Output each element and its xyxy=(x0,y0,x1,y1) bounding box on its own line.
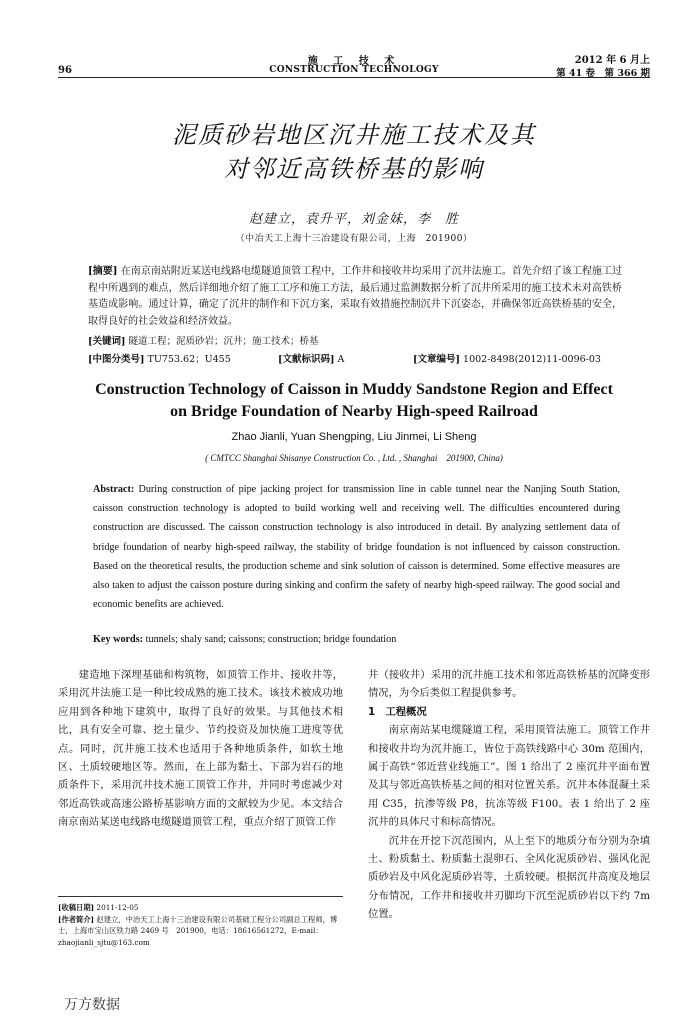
received-label: [收稿日期] xyxy=(58,903,95,912)
doc-code xyxy=(278,351,344,365)
keywords-en-label: Key words: xyxy=(93,634,144,645)
authors-en: Zhao Jianli, Yuan Shengping, Liu Jinmei, Li Sheng xyxy=(231,431,477,443)
watermark: 万方数据 xyxy=(64,997,120,1013)
paper-title-cn xyxy=(58,118,650,186)
title-en-line-2: on Bridge Foundation of Nearby High-speed Railroad xyxy=(170,403,538,420)
title-en-line-1: Construction Technology of Caisson in Muddy Sandstone Region and Effect xyxy=(95,381,613,398)
title-cn-line-1: 泥质砂岩地区沉井施工技术及其 xyxy=(172,121,536,149)
journal-name-en: CONSTRUCTION TECHNOLOGY xyxy=(269,65,439,75)
article-number xyxy=(413,351,601,365)
received-value: 2011-12-05 xyxy=(96,903,139,912)
body-right-column xyxy=(368,666,650,924)
author-bio-label: [作者简介] xyxy=(58,914,95,924)
keywords-cn-text: 隧道工程；泥质砂岩；沉井；施工技术；桥基 xyxy=(128,336,319,347)
author-bio xyxy=(58,914,343,949)
author-bio-value: 赵建立，中冶天工上海十三冶建设有限公司基础工程分公司副总工程师，博士，上海市宝山区铁力路 2469 号 201900，电话：18616561272，E-mail：zhaojianli_sjtu@163.com xyxy=(58,914,338,947)
abstract-en-text: During construction of pipe jacking project for transmission line in cable tunnel near the Nanjing South Station, caisson construction technology is adopted to build working well and receiving well. The difficulties encountered during construction are discussed. The caisson construction technology is also introduced in detail. By analyzing settlement data of bridge foundation of nearby high-speed railway, the stability of bridge foundation is not influenced by caisson construction. Based on the theoretical results, the production scheme and sink solution of caisson is determined. Some effective measures are also taken to adjust the caisson posture during sinking and confirm the safety of nearby high-speed railway. The good social and economic benefits are achieved. xyxy=(93,484,620,611)
clc-value: TU753.62；U455 xyxy=(147,354,231,365)
keywords-en-text: tunnels; shaly sand; caissons; construction; bridge foundation xyxy=(145,634,397,645)
volume-issue: 第 41 卷 第 366 期 xyxy=(556,68,650,79)
clc-number xyxy=(88,351,231,365)
article-number-value: 1002-8498(2012)11-0096-03 xyxy=(463,354,601,365)
body-left-column xyxy=(58,666,343,832)
affiliation-cn: （中冶天工上海十三冶建设有限公司，上海 201900） xyxy=(235,234,473,244)
authors-cn: 赵建立，袁升平，刘金妹，李 胜 xyxy=(248,212,459,227)
doc-code-value: A xyxy=(337,354,345,365)
body-paragraph: 沉井在开挖下沉范围内，从上至下的地质分布分别为杂填土、粉质黏土、粉质黏土混卵石、全风化泥质砂岩、强风化泥质砂岩及中风化泥质砂岩等，土质较硬。根据沉井高度及地层分布情况，工作井和接收井刃脚均下沉至泥质砂岩以下约 7m 位置。 xyxy=(368,834,650,921)
body-continuation: 井（接收井）采用的沉井施工技术和邻近高铁桥基的沉降变形情况，为今后类似工程提供参考。 xyxy=(368,669,650,700)
section-heading: 1 工程概况 xyxy=(368,705,427,718)
abstract-cn-label: [摘要] xyxy=(88,266,118,277)
title-cn-line-2: 对邻近高铁桥基的影响 xyxy=(224,155,484,183)
affiliation-en: ( CMTCC Shanghai Shisanye Construction Co. , Ltd. , Shanghai 201900, China) xyxy=(205,453,503,463)
doc-code-label: [文献标识码] xyxy=(278,354,335,365)
keywords-cn xyxy=(88,333,319,347)
running-header xyxy=(58,48,650,78)
paper-title-en xyxy=(58,379,650,423)
abstract-cn xyxy=(88,264,622,330)
abstract-en xyxy=(93,480,620,614)
body-paragraph: 南京南站某电缆隧道工程，采用顶管法施工。顶管工作井和接收井均为沉井施工，皆位于高铁线路中心 30m 范围内，属于高铁“邻近营业线施工”。图 1 给出了 2 座沉井平面布置及其与邻近高铁桥基之间的相对位置关系。沉井本体混凝土采用 C35，抗渗等级 P8，抗冻等级 F100。表 1 给出了 2 座沉井的具体尺寸和标高情况。 xyxy=(368,724,650,829)
clc-label: [中图分类号] xyxy=(88,354,145,365)
abstract-cn-text: 在南京南站附近某送电线路电缆隧道顶管工程中，工作井和接收井均采用了沉井法施工。首先介绍了该工程施工过程中所遇到的难点，然后详细地介绍了施工工序和施工方法，最后通过监测数据分析了沉井所采用的施工技术未对高铁桥基造成影响。通过计算，确定了沉井的制作和下沉方案，采取有效措施控制沉井下沉姿态，并确保邻近高铁桥基的安全，取得良好的社会效益和经济效益。 xyxy=(88,266,623,327)
issue-date: 2012 年 6 月上 xyxy=(574,55,650,66)
article-number-label: [文章编号] xyxy=(413,354,460,365)
received-date xyxy=(58,902,343,914)
body-paragraph: 建造地下深埋基础和构筑物，如顶管工作井、接收井等，采用沉井法施工是一种比较成熟的施工技术。该技术被成功地应用到各种地下建筑中，取得了良好的效果。与其他技术相比，具有安全可靠、挖土量少、节约投资及加快施工进度等优点。同时，沉井施工技术也适用于各种地质条件，如软土地区、土质较硬地区等。然而，在上部为黏土、下部为岩石的地质条件下，采用沉井技术施工顶管工作井，并同时考虑减少对邻近高铁或高速公路桥基影响方面的文献较为少见。本文结合南京南站某送电线路电缆隧道顶管工程，重点介绍了顶管工作 xyxy=(58,669,343,829)
keywords-en xyxy=(93,634,620,645)
footnote xyxy=(58,896,343,948)
page-number: 96 xyxy=(58,65,72,76)
keywords-cn-label: [关键词] xyxy=(88,336,126,347)
journal-name-cn: 施 工 技 术 xyxy=(307,56,401,67)
abstract-en-label: Abstract: xyxy=(93,484,135,495)
